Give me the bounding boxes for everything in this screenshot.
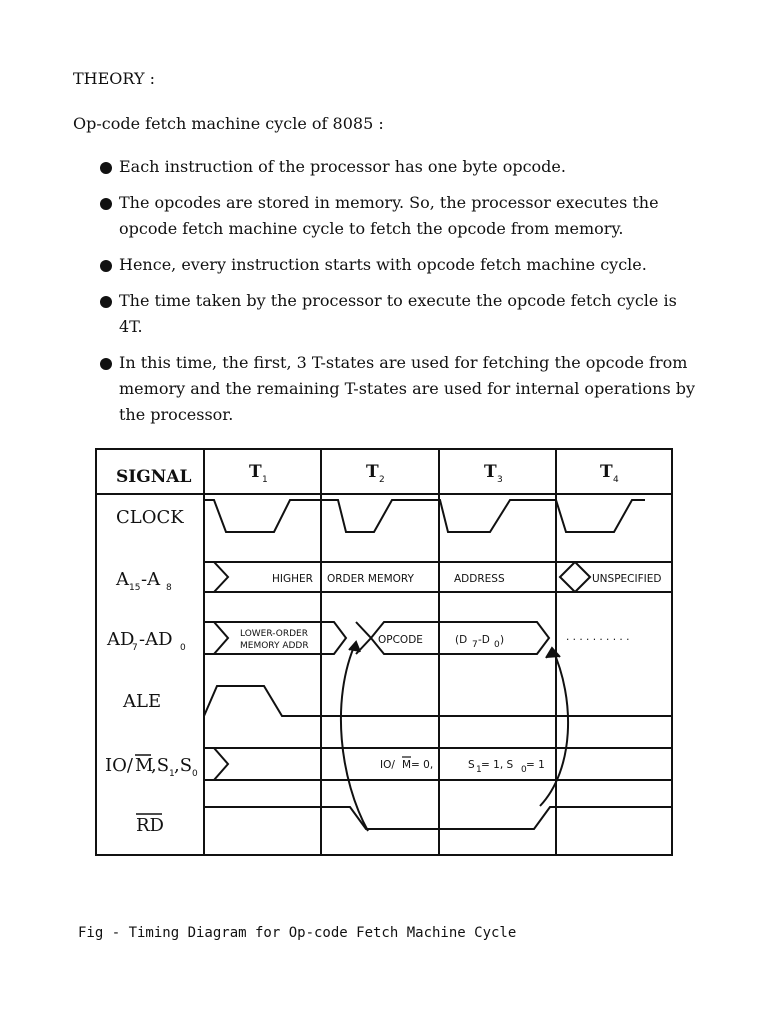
- bus-label-d-mid: -D: [478, 634, 490, 646]
- rd-end-arrow-head: [546, 648, 560, 658]
- bus-label-subscript: 7: [472, 640, 478, 650]
- signal-iom-s0: ,S: [174, 755, 193, 776]
- signal-ale: ALE: [123, 691, 162, 712]
- bus-label-lower-order: LOWER-ORDER: [240, 629, 308, 639]
- signal-subscript: 7: [132, 643, 138, 653]
- status-iom-eq: = 0,: [411, 759, 434, 771]
- status-iom-text: IO/: [380, 759, 395, 771]
- bus-label-subscript: 0: [494, 640, 500, 650]
- status-subscript: 0: [521, 765, 527, 775]
- signal-rd: RD: [136, 815, 164, 836]
- bus-dots: . . . . . . . . . .: [566, 631, 630, 643]
- t-state-subscript: 4: [613, 475, 619, 485]
- bus-label-d-close: ): [500, 634, 505, 646]
- bus-label-opcode: OPCODE: [378, 634, 423, 646]
- rd-opcode-arrow: [341, 642, 368, 831]
- signal-ad-dash: -AD: [139, 629, 173, 650]
- signal-subscript: 0: [192, 769, 198, 779]
- bus-label-memory-addr: MEMORY ADDR: [240, 641, 309, 651]
- t-state-label: T: [600, 462, 613, 482]
- figure-caption: Fig - Timing Diagram for Op-code Fetch Machine Cycle: [78, 925, 517, 941]
- status-s1-eq: = 1, S: [481, 759, 514, 771]
- t-state-subscript: 2: [379, 475, 385, 485]
- t-state-subscript: 1: [262, 475, 268, 485]
- bullet-text: Hence, every instruction starts with opcode fetch machine cycle.: [119, 255, 647, 274]
- t-state-label: T: [366, 462, 379, 482]
- signal-clock: CLOCK: [116, 507, 184, 528]
- bus-label-order-memory: ORDER MEMORY: [327, 573, 414, 585]
- rd-end-arrow: [540, 648, 568, 806]
- status-subscript: 1: [476, 765, 482, 775]
- bullet-text: The time taken by the processor to execute the opcode fetch cycle is 4T.: [119, 291, 677, 336]
- signal-a-high: A: [116, 569, 129, 590]
- rd-opcode-arrow-head: [349, 642, 360, 652]
- t-state-label: T: [249, 462, 262, 482]
- status-iom-m: M: [402, 759, 412, 771]
- signal-subscript: 1: [169, 769, 175, 779]
- section-subtitle: Op-code fetch machine cycle of 8085 :: [73, 114, 384, 133]
- theory-heading: THEORY :: [73, 69, 156, 88]
- bullet-text: The opcodes are stored in memory. So, the processor executes the opcode fetch machine cycle to fetch the opcode from memory.: [119, 193, 659, 238]
- t-state-label: T: [484, 462, 497, 482]
- bus-label-address: ADDRESS: [454, 573, 505, 585]
- signal-subscript: 0: [180, 643, 186, 653]
- t-state-subscript: 3: [497, 475, 503, 485]
- signal-iom-s: ,S: [151, 755, 170, 776]
- bus-label-d-open: (D: [455, 634, 468, 646]
- signal-iom-m: M: [135, 755, 154, 776]
- signal-subscript: 15: [129, 583, 141, 593]
- status-s1: S: [468, 759, 475, 771]
- signal-subscript: 8: [166, 583, 172, 593]
- bus-label-unspecified: UNSPECIFIED: [592, 573, 662, 585]
- header-signal: SIGNAL: [116, 467, 192, 487]
- signal-iom: IO/: [105, 755, 133, 776]
- signal-a-high-dash: -A: [141, 569, 161, 590]
- bullet-text: In this time, the first, 3 T-states are used for fetching the opcode from memory and the remaining T-states are used for internal operations by the processor.: [119, 353, 696, 424]
- status-s0-eq: = 1: [526, 759, 545, 771]
- bus-label-higher: HIGHER: [272, 573, 313, 585]
- clock-waveform: [204, 500, 645, 532]
- bullet-text: Each instruction of the processor has one byte opcode.: [119, 157, 566, 176]
- signal-ad: AD: [107, 629, 135, 650]
